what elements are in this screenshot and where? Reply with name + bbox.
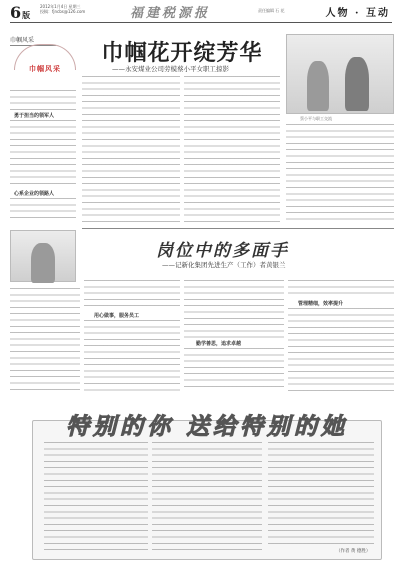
top-body-3 <box>286 124 394 222</box>
page-suffix: 版 <box>22 10 31 20</box>
top-photo <box>286 34 394 114</box>
middle-body-4 <box>184 280 284 338</box>
middle-body-3 <box>84 320 180 392</box>
photo-figure-2 <box>345 57 369 111</box>
left-subhead-2: 心系企业的领路人 <box>14 191 55 197</box>
left-subhead-1: 勇于担当的领军人 <box>14 113 55 119</box>
column-banner: 巾帼风采 <box>10 36 56 46</box>
submission-email: 投稿：fjncbs@126.com <box>40 9 86 14</box>
middle-body-7 <box>288 308 394 392</box>
bottom-byline: （作者 黄 德胜） <box>336 549 371 554</box>
column-logo <box>10 44 80 80</box>
top-body-2 <box>184 76 280 222</box>
bottom-headline: 特别的你 送给特别的她 <box>65 414 348 440</box>
left-body-2 <box>10 120 76 188</box>
left-body-1 <box>10 90 76 110</box>
top-photo-caption: 蔡小平与职工交流 <box>300 116 332 121</box>
middle-body-5 <box>184 348 284 392</box>
section-title: 人物 · 互动 <box>325 8 390 19</box>
page-header <box>0 0 402 24</box>
middle-body-1 <box>10 288 80 392</box>
middle-subhead-3: 管理精细，效率提升 <box>298 301 344 307</box>
issue-meta <box>40 4 85 14</box>
middle-body-2 <box>84 280 180 310</box>
top-headline: 巾帼花开绽芳华 <box>101 41 263 66</box>
bottom-body-1 <box>44 442 148 554</box>
middle-photo <box>10 230 76 282</box>
top-body-1 <box>82 76 180 222</box>
page-number <box>10 3 30 22</box>
middle-photo-figure <box>31 243 55 283</box>
middle-subtitle: ——记新化集团先进生产（工作）者黄银兰 <box>162 261 286 269</box>
newspaper-title: 福建税源报 <box>130 6 211 21</box>
middle-subhead-1: 用心做事，服务员工 <box>94 313 140 319</box>
header-rule <box>10 22 392 23</box>
issue-date: 2012年1月4日 星期三 <box>40 4 81 9</box>
top-subtitle: ——永安煤业公司劳模蔡小平女职工掠影 <box>112 65 229 73</box>
bottom-body-2 <box>152 442 262 554</box>
left-body-3 <box>10 198 76 222</box>
logo-caption: 巾帼风采 <box>29 64 61 73</box>
middle-headline: 岗位中的多面手 <box>156 241 289 261</box>
middle-subhead-2: 勤学善思，追求卓越 <box>196 341 242 347</box>
page-number-value: 6 <box>10 3 22 22</box>
middle-body-6 <box>288 280 394 298</box>
photo-figure-1 <box>307 61 329 111</box>
editor-credit: 责任编辑 石 花 <box>258 8 285 13</box>
bottom-body-3 <box>268 442 374 546</box>
